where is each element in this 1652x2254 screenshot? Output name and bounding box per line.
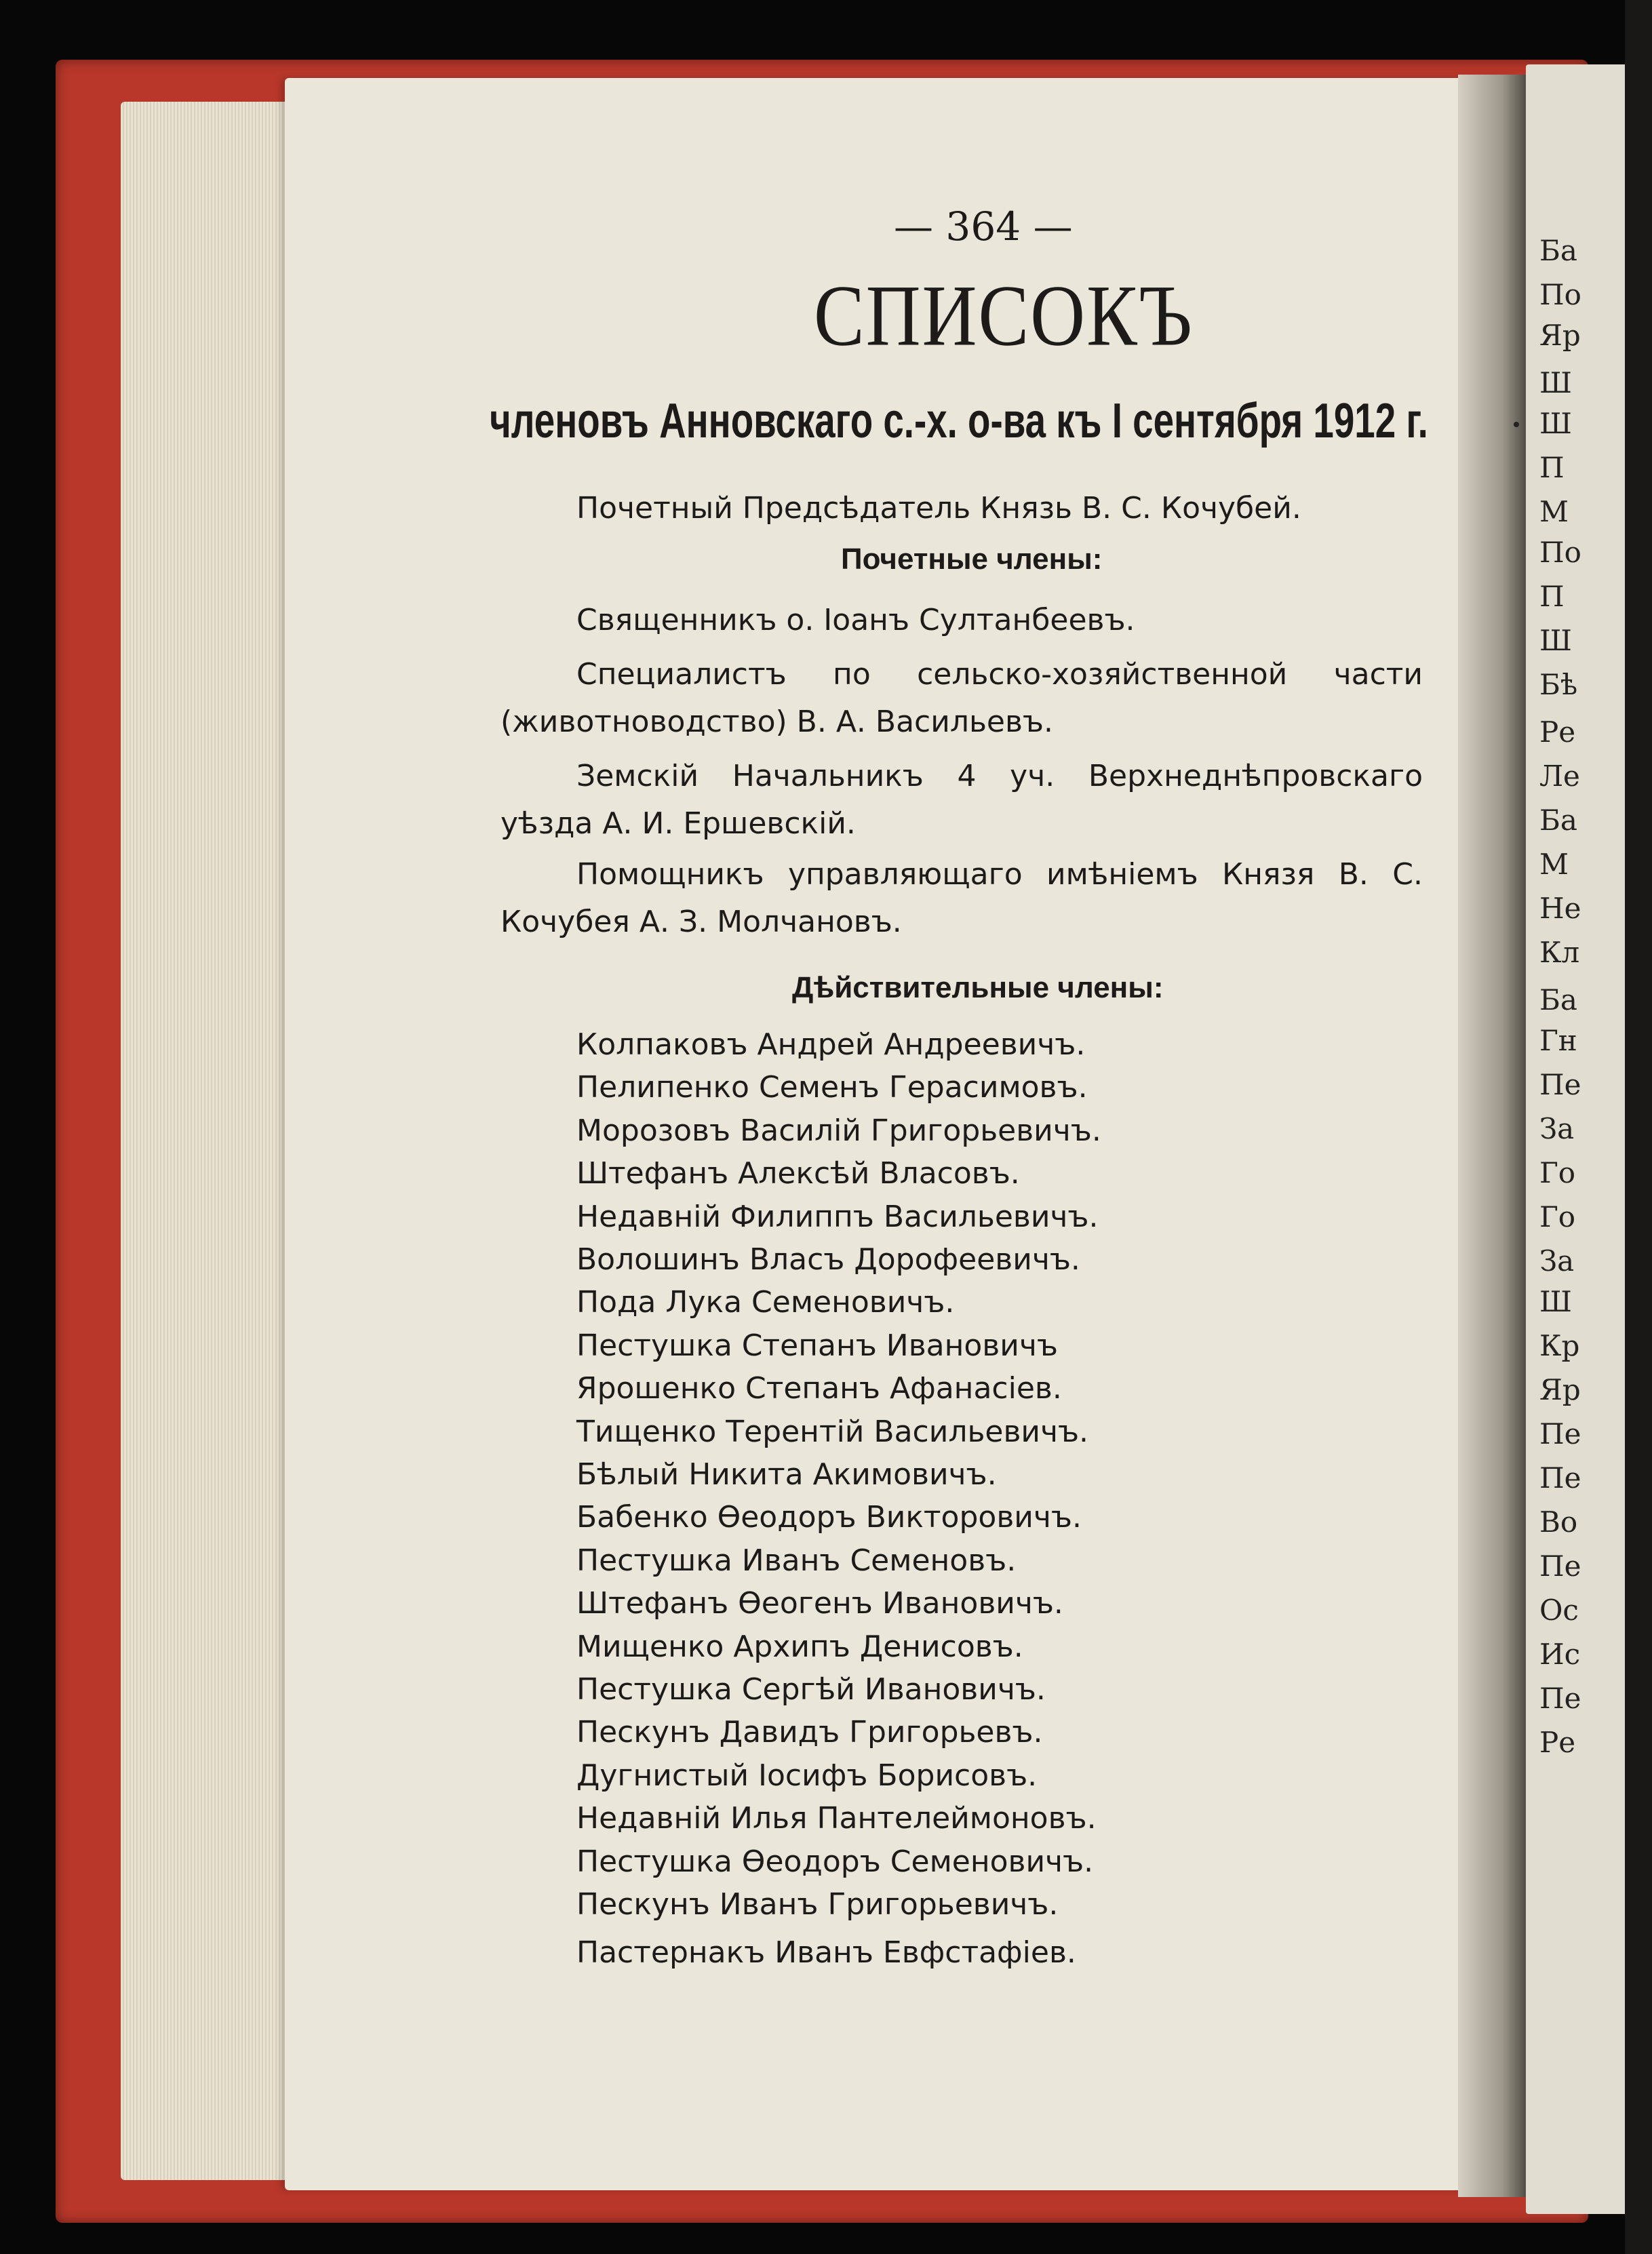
member-name: Пестушка Ѳеодоръ Семеновичъ. [576, 1844, 1094, 1879]
facing-page-line: За [1539, 1112, 1575, 1145]
member-name: Дугнистый Іосифъ Борисовъ. [576, 1758, 1038, 1793]
facing-page-line: Го [1539, 1200, 1576, 1233]
honorary-chairman: Почетный Предсѣдатель Князь В. С. Кочубей. [576, 491, 1301, 526]
member-name: Пастернакъ Иванъ Евфстафіев. [576, 1935, 1076, 1971]
facing-page-line: Ш [1539, 624, 1572, 657]
facing-page-line: Ш [1539, 407, 1572, 440]
facing-page-line: М [1539, 848, 1569, 881]
facing-page-line: Ш [1539, 1285, 1572, 1318]
member-name: Бабенко Ѳеодоръ Викторовичъ. [576, 1500, 1082, 1535]
facing-page-line: Во [1539, 1505, 1578, 1539]
page-number: — 364 — [894, 203, 1073, 250]
member-name: Колпаковъ Андрей Андреевичъ. [576, 1027, 1086, 1062]
member-name: Пестушка Иванъ Семеновъ. [576, 1543, 1017, 1578]
honorary-members-heading: Почетные члены: [841, 542, 1103, 576]
facing-page-line: П [1539, 451, 1565, 484]
member-name: Штефанъ Ѳеогенъ Ивановичъ. [576, 1586, 1063, 1621]
facing-page-line: Ба [1539, 983, 1577, 1016]
member-name: Пескунъ Иванъ Григорьевичъ. [576, 1887, 1059, 1922]
member-name: Бѣлый Никита Акимовичъ. [576, 1457, 997, 1492]
honorary-member: Специалистъ по сельско-хозяйственной части (животноводство) В. А. Васильевъ. [500, 657, 1423, 739]
honorary-member: Помощникъ управляющаго имѣніемъ Князя В. С. Кочубея А. З. Молчановъ. [500, 857, 1423, 939]
facing-page-line: Ба [1539, 234, 1577, 267]
facing-page-line: Яр [1539, 319, 1581, 352]
member-name: Тищенко Терентій Васильевичъ. [576, 1414, 1089, 1449]
page-subtitle: членовъ Анновскаго с.-х. о-ва къ I сентября 1912 г. [490, 394, 1428, 448]
facing-page-line: За [1539, 1244, 1575, 1278]
member-name: Морозовъ Василій Григорьевичъ. [576, 1113, 1101, 1148]
member-name: Пода Лука Семеновичъ. [576, 1285, 955, 1320]
facing-page-line: По [1539, 278, 1581, 311]
member-name: Недавній Филиппъ Васильевичъ. [576, 1199, 1099, 1234]
facing-page-line: Го [1539, 1156, 1576, 1189]
member-name: Пелипенко Семенъ Герасимовъ. [576, 1070, 1088, 1105]
facing-page-line: По [1539, 536, 1581, 569]
photo-edge [1625, 0, 1652, 2254]
honorary-member: Земскій Начальникъ 4 уч. Верхнеднѣпровскаго уѣзда А. И. Ершевскій. [500, 759, 1423, 841]
facing-page-line: Ле [1539, 759, 1580, 793]
facing-page-line: Пе [1539, 1549, 1581, 1583]
facing-page-line: Пе [1539, 1682, 1581, 1715]
facing-page-line: Не [1539, 892, 1581, 925]
facing-page-line: П [1539, 580, 1565, 613]
facing-page-line: Ис [1539, 1638, 1581, 1671]
page-title: СПИСОКЪ [814, 267, 1194, 365]
member-name: Ярошенко Степанъ Афанасіев. [576, 1371, 1062, 1406]
facing-page-line: Ре [1539, 715, 1576, 749]
facing-page-line: Ре [1539, 1726, 1576, 1759]
facing-page-line: Ба [1539, 804, 1577, 837]
member-name: Волошинъ Власъ Дорофеевичъ. [576, 1242, 1080, 1277]
member-name: Мищенко Архипъ Денисовъ. [576, 1629, 1023, 1664]
active-members-heading: Дѣйствительные члены: [792, 971, 1164, 1004]
facing-page-line: Пе [1539, 1461, 1581, 1495]
member-name: Пестушка Сергѣй Ивановичъ. [576, 1672, 1046, 1707]
facing-page-line: Кр [1539, 1329, 1580, 1362]
facing-page-line: Бѣ [1539, 668, 1578, 701]
ink-speck [1514, 422, 1519, 427]
facing-page-line: Ос [1539, 1594, 1579, 1627]
honorary-member: Священникъ о. Іоанъ Султанбеевъ. [576, 603, 1135, 637]
facing-page-line: Яр [1539, 1373, 1581, 1406]
member-name: Пестушка Степанъ Ивановичъ [576, 1328, 1058, 1363]
facing-page-line: М [1539, 495, 1569, 528]
book-gutter [1458, 75, 1533, 2197]
facing-page-line: Ш [1539, 366, 1572, 399]
member-name: Штефанъ Алексѣй Власовъ. [576, 1156, 1020, 1191]
facing-page-line: Кл [1539, 936, 1580, 969]
facing-page-line: Пе [1539, 1417, 1581, 1450]
facing-page-line: Пе [1539, 1068, 1581, 1101]
member-name: Недавній Илья Пантелеймоновъ. [576, 1801, 1097, 1836]
facing-page-line: Гн [1539, 1024, 1577, 1057]
member-name: Пескунъ Давидъ Григорьевъ. [576, 1715, 1043, 1750]
